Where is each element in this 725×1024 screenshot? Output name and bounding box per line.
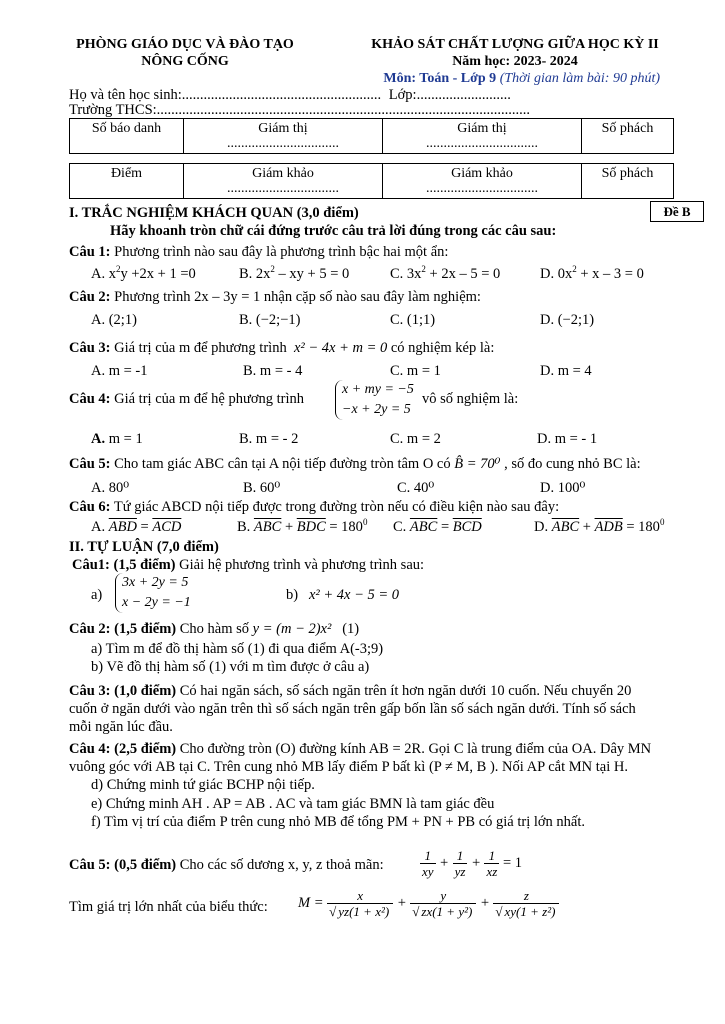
- q5-option-b[interactable]: B. 60⁰: [243, 480, 281, 496]
- q1-option-b[interactable]: B. $2x^2$ – xy + 5 = 0: [239, 264, 350, 282]
- q4-option-d[interactable]: D. m = - 1: [537, 431, 598, 447]
- class-field[interactable]: Lớp:..........................: [388, 87, 511, 103]
- invigilator-table: [69, 118, 674, 154]
- subject-line: Môn: Toán - Lớp 9 (Thời gian làm bài: 90 phút): [383, 71, 660, 86]
- q4-option-c[interactable]: C. m = 2: [390, 431, 441, 447]
- q2-option-c[interactable]: C. (1;1): [390, 312, 436, 328]
- cell-code-1: Số phách: [582, 119, 674, 154]
- q4-option-b[interactable]: B. m = - 2: [239, 431, 299, 447]
- q6-option-d[interactable]: D. $\overline{ABC} + \overline{ADB} = 180^0$: [534, 517, 665, 535]
- q5-option-d[interactable]: D. 100⁰: [540, 480, 586, 496]
- school-field[interactable]: Trường THCS:.......................................................................................................: [69, 102, 531, 118]
- essay-q3-line3: mỗi ngăn lúc đầu.: [69, 719, 173, 735]
- essay-q4-e: e) Chứng minh AH . AP = AB . AC và tam giác BMN là tam giác đều: [91, 796, 495, 812]
- district-name: NÔNG CỐNG: [141, 54, 229, 69]
- essay-q2-b: b) Vẽ đồ thị hàm số (1) với m tìm được ở câu a): [91, 659, 370, 675]
- essay-q1-b: b) x² + 4x − 5 = 0: [286, 587, 400, 603]
- essay-q5-line2: Tìm giá trị lớn nhất của biểu thức:: [69, 899, 268, 915]
- student-name-field[interactable]: Họ và tên học sinh:.......................................................: [69, 87, 382, 103]
- q2-option-d[interactable]: D. (−2;1): [540, 312, 595, 328]
- part2-title: II. TỰ LUẬN (7,0 điểm): [69, 539, 219, 555]
- exam-header: [330, 36, 700, 87]
- q6-option-b[interactable]: B. $\overline{ABC} + \overline{BDC} = 180^0$: [237, 517, 368, 535]
- cell-candidate-number: Số báo danh: [70, 119, 184, 154]
- essay-q1: Câu1: (1,5 điểm) Giải hệ phương trình và phương trình sau:: [72, 557, 425, 573]
- part1-title: I. TRẮC NGHIỆM KHÁCH QUAN (3,0 điểm): [69, 205, 359, 221]
- department-header: [40, 36, 330, 70]
- q4-tail: vô số nghiệm là:: [422, 391, 519, 407]
- cell-examiner-2: Giám khảo ................................: [383, 164, 582, 199]
- essay-q3: Câu 3: (1,0 điểm) Có hai ngăn sách, số sách ngăn trên ít hơn ngăn dưới 10 cuốn. Nếu chuyển 20: [69, 683, 632, 699]
- q5: Câu 5: Cho tam giác ABC cân tại A nội tiếp đường tròn tâm O có B̂ = 70⁰ , số đo cung nhỏ BC là:: [69, 456, 641, 472]
- q4-option-a[interactable]: A. m = 1: [91, 431, 143, 447]
- q3-option-a[interactable]: A. m = -1: [91, 363, 148, 379]
- q4-system: x + my = −5 −x + 2y = 5: [335, 380, 414, 420]
- cell-examiner-1: Giám khảo ................................: [184, 164, 383, 199]
- q5-option-a[interactable]: A. 80⁰: [91, 480, 130, 496]
- essay-q5-expression: M = $\frac{x}{\text{√ yz(1 + x²)}}$ + $\frac{y}{\text{√ zx(1 + y²)}}$ + $\frac{z}{\text{√ xy(1 + z²)}}$: [298, 888, 559, 919]
- exam-title: KHẢO SÁT CHẤT LƯỢNG GIỮA HỌC KỲ II: [371, 37, 659, 52]
- essay-q4: Câu 4: (2,5 điểm) Cho đường tròn (O) đường kính AB = 2R. Gọi C là trung điểm của OA. Dây MN: [69, 741, 652, 757]
- q3-option-b[interactable]: B. m = - 4: [243, 363, 303, 379]
- essay-q3-line2: cuốn ở ngăn dưới vào ngăn trên thì số sách ngăn trên gấp bốn lần số sách ngăn dưới. Tính số sách: [69, 701, 636, 717]
- essay-q1-a-system: 3x + 2y = 5 x − 2y = −1: [115, 573, 191, 613]
- q6: Câu 6: Tứ giác ABCD nội tiếp được trong đường tròn nếu có điều kiện nào sau đây:: [69, 499, 560, 515]
- q6-option-a[interactable]: A. $\overline{ABD} = \overline{ACD}$: [91, 519, 182, 535]
- q1-option-a[interactable]: A. $x^2y +2x + 1 =0$: [91, 264, 196, 282]
- essay-q5-condition: $\frac{1}{xy}$ + $\frac{1}{yz}$ + $\frac{1}{xz}$ = 1: [422, 848, 523, 879]
- q2-option-b[interactable]: B. (−2;−1): [239, 312, 301, 328]
- cell-invigilator-1: Giám thị ................................: [184, 119, 383, 154]
- q6-option-c[interactable]: C. $\overline{ABC} = \overline{BCD}$: [393, 519, 482, 535]
- q1-option-c[interactable]: C. $3x^2 + 2x - 5 = 0$: [390, 264, 501, 282]
- q3-option-d[interactable]: D. m = 4: [540, 363, 592, 379]
- q1: Câu 1: Phương trình nào sau đây là phương trình bậc hai một ẩn:: [69, 244, 449, 260]
- essay-q4-f: f) Tìm vị trí của điểm P trên cung nhỏ MB để tổng PM + PN + PB có giá trị lớn nhất.: [91, 814, 586, 830]
- exam-code-badge: Đề B: [650, 201, 704, 222]
- cell-score: Điểm: [70, 164, 184, 199]
- q2-option-a[interactable]: A. (2;1): [91, 312, 137, 328]
- essay-q4-d: d) Chứng minh tứ giác BCHP nội tiếp.: [91, 777, 315, 793]
- essay-q2-a: a) Tìm m để đồ thị hàm số (1) đi qua điểm A(-3;9): [91, 641, 384, 657]
- essay-q4-line2: vuông góc với AB tại C. Trên cung nhỏ MB lấy điểm P bất kì (P ≠ M, B ). Nối AP cắt MN tại H.: [69, 759, 628, 775]
- q1-option-d[interactable]: D. $0x^2 + x - 3 = 0$: [540, 264, 644, 282]
- cell-code-2: Số phách: [582, 164, 674, 199]
- essay-q2: Câu 2: (1,5 điểm) Cho hàm số y = (m − 2)x² (1): [69, 621, 360, 637]
- cell-invigilator-2: Giám thị ................................: [383, 119, 582, 154]
- q2: Câu 2: Phương trình 2x – 3y = 1 nhận cặp số nào sau đây làm nghiệm:: [69, 289, 481, 305]
- q3-option-c[interactable]: C. m = 1: [390, 363, 441, 379]
- essay-q5: Câu 5: (0,5 điểm) Cho các số dương x, y, z thoả mãn:: [69, 857, 384, 873]
- q5-option-c[interactable]: C. 40⁰: [397, 480, 435, 496]
- school-year: Năm học: 2023- 2024: [452, 54, 578, 69]
- department-name: PHÒNG GIÁO DỤC VÀ ĐÀO TẠO: [76, 37, 294, 52]
- part1-instruction: Hãy khoanh tròn chữ cái đứng trước câu trả lời đúng trong các câu sau:: [110, 223, 557, 239]
- examiner-table: [69, 163, 674, 199]
- q4: Câu 4: Giá trị của m để hệ phương trình: [69, 391, 305, 407]
- q3: Câu 3: Giá trị của m để phương trình x² − 4x + m = 0 có nghiệm kép là:: [69, 340, 495, 356]
- essay-q1-a-label: a): [91, 587, 103, 603]
